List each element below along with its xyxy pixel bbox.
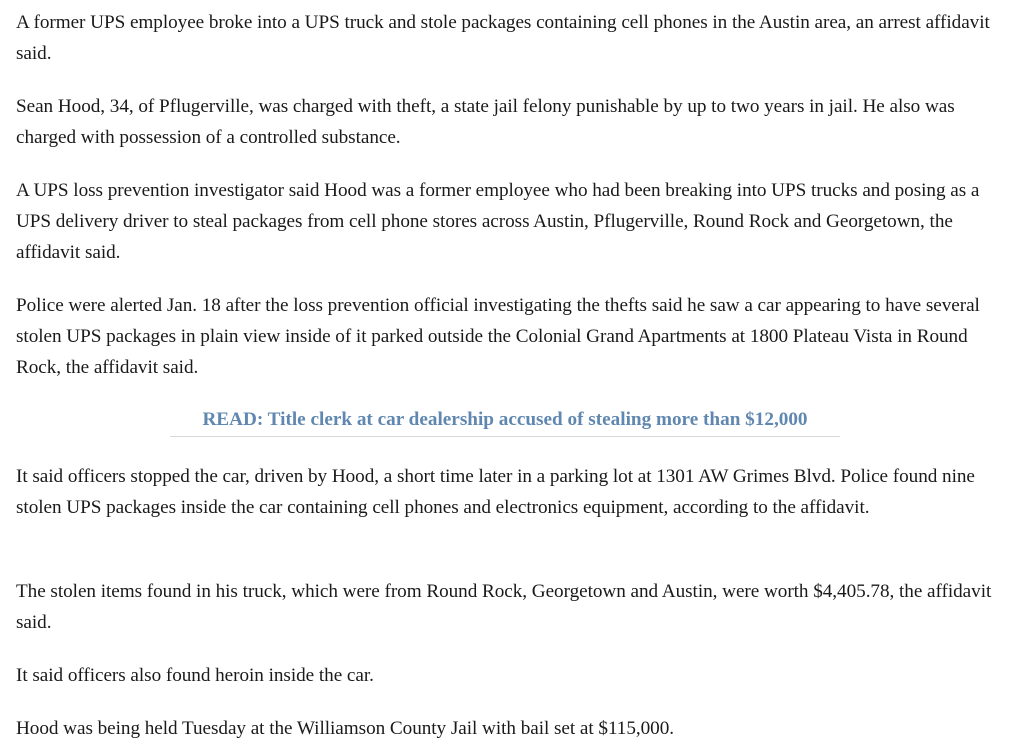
article-paragraph-3: A UPS loss prevention investigator said Hood was a former employee who had been breaking into UPS trucks and posing as a UPS delivery driver to steal packages from cell phone stores across Austin, Pflugerville, Round Rock and Georgetown, the affidavit said.	[16, 180, 980, 263]
article-paragraph-6: The stolen items found in his truck, which were from Round Rock, Georgetown and Austin, were worth $4,405.78, the affidavit said.	[16, 581, 992, 633]
article-paragraph-1: A former UPS employee broke into a UPS truck and stole packages containing cell phones in the Austin area, an arrest affidavit said.	[16, 12, 990, 64]
article-paragraph-8: Hood was being held Tuesday at the Williamson County Jail with bail set at $115,000.	[16, 718, 675, 739]
article-paragraph-4: Police were alerted Jan. 18 after the loss prevention official investigating the thefts said he saw a car appearing to have several stolen UPS packages in plain view inside of it parked outside the Colonial Grand Apartments at 1800 Plateau Vista in Round Rock, the affidavit said.	[16, 295, 980, 378]
read-more-link[interactable]: READ: Title clerk at car dealership accused of stealing more than $12,000	[170, 406, 840, 437]
article-paragraph-7: It said officers also found heroin inside the car.	[16, 665, 374, 686]
article-paragraph-5: It said officers stopped the car, driven by Hood, a short time later in a parking lot at 1301 AW Grimes Blvd. Police found nine stolen UPS packages inside the car containing cell phones and electronics equipment, according to the affidavit.	[16, 466, 975, 518]
article-paragraph-2: Sean Hood, 34, of Pflugerville, was charged with theft, a state jail felony punishable by up to two years in jail. He also was charged with possession of a controlled substance.	[16, 96, 955, 148]
